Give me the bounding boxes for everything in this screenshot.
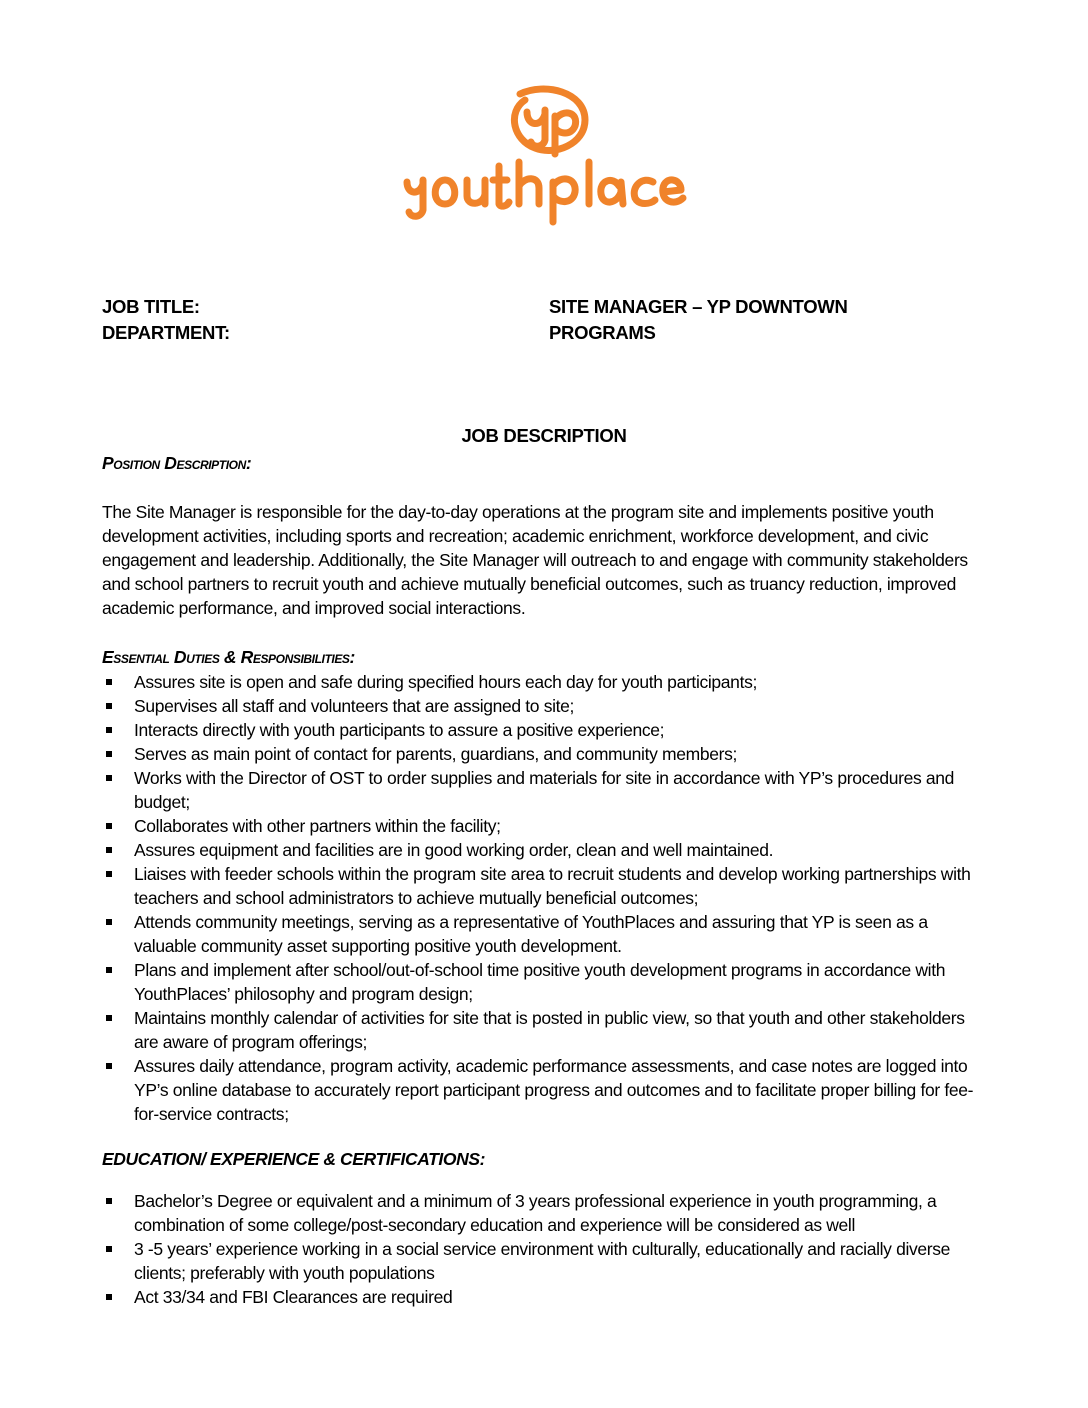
list-item (102, 694, 992, 718)
bullet-marker (106, 871, 112, 877)
position-description-text: The Site Manager is responsible for the day-to-day operations at the program site and implements positive youth development activities, including sports and recreation; academic enrichment, workforce development, and civic engagement and leadership. Additionally, the Site Manager will outreach to and engage with community stakeholders and school partners to recruit youth and achieve mutually beneficial outcomes, such as truancy reduction, improved academic performance, and improved social interactions. (102, 502, 968, 618)
bullet-marker (106, 1294, 112, 1300)
education-list (102, 1189, 992, 1309)
bullet-marker (106, 967, 112, 973)
duty-text: Assures site is open and safe during specified hours each day for youth participants; (134, 672, 757, 692)
list-item (102, 910, 992, 958)
list-item (102, 862, 992, 910)
bullet-marker (106, 823, 112, 829)
bullet-marker (106, 775, 112, 781)
duty-text: Serves as main point of contact for parents, guardians, and community members; (134, 744, 737, 764)
list-item (102, 766, 992, 814)
bullet-marker (106, 1015, 112, 1021)
list-item (102, 1237, 992, 1285)
bullet-marker (106, 703, 112, 709)
list-item (102, 814, 992, 838)
bullet-marker (106, 727, 112, 733)
duty-text: Liaises with feeder schools within the program site area to recruit students and develop working partnerships with teachers and school administrators to achieve mutually beneficial outcomes; (134, 864, 971, 908)
education-label: EDUCATION/ EXPERIENCE & CERTIFICATIONS: (102, 1149, 486, 1169)
essential-duties-label: Essential Duties & Responsibilities: (102, 647, 355, 667)
job-title-label: JOB TITLE: (102, 296, 200, 317)
bullet-marker (106, 679, 112, 685)
bullet-marker (106, 847, 112, 853)
education-text: Bachelor’s Degree or equivalent and a minimum of 3 years professional experience in youth programming, a combination of some college/post-secondary education and experience will be considered as well (134, 1191, 937, 1235)
bullet-marker (106, 1246, 112, 1252)
list-item (102, 838, 992, 862)
bullet-marker (106, 751, 112, 757)
job-title-value: SITE MANAGER – YP DOWNTOWN (549, 296, 848, 317)
list-item (102, 1006, 992, 1054)
duty-text: Collaborates with other partners within the facility; (134, 816, 501, 836)
education-text: 3 -5 years’ experience working in a social service environment with culturally, educationally and racially diverse clients; preferably with youth populations (134, 1239, 951, 1283)
department-value: PROGRAMS (549, 322, 656, 343)
youthplaces-logo-graphic (395, 82, 695, 232)
bullet-marker (106, 919, 112, 925)
duty-text: Interacts directly with youth participants to assure a positive experience; (134, 720, 665, 740)
list-item (102, 1054, 992, 1126)
duty-text: Plans and implement after school/out-of-school time positive youth development programs in accordance with YouthPlaces’ philosophy and program design; (134, 960, 946, 1004)
education-text: Act 33/34 and FBI Clearances are required (134, 1287, 453, 1307)
list-item (102, 670, 992, 694)
duty-text: Assures daily attendance, program activity, academic performance assessments, and case notes are logged into YP’s online database to accurately report participant progress and outcomes and to facilitate proper billing for fee-for-service contracts; (134, 1056, 974, 1124)
duty-text: Assures equipment and facilities are in good working order, clean and well maintained. (134, 840, 774, 860)
youthplaces-logo (395, 82, 695, 232)
bullet-marker (106, 1198, 112, 1204)
list-item (102, 718, 992, 742)
position-description-label: Position Description: (102, 453, 252, 473)
list-item (102, 1285, 992, 1309)
duty-text: Supervises all staff and volunteers that are assigned to site; (134, 696, 575, 716)
list-item (102, 958, 992, 1006)
bullet-marker (106, 1063, 112, 1069)
list-item (102, 742, 992, 766)
duties-list (102, 670, 992, 1126)
duty-text: Attends community meetings, serving as a representative of YouthPlaces and assuring that YP is seen as a valuable community asset supporting positive youth development. (134, 912, 928, 956)
department-label: DEPARTMENT: (102, 322, 230, 343)
duty-text: Maintains monthly calendar of activities for site that is posted in public view, so that youth and other stakeholders are aware of program offerings; (134, 1008, 965, 1052)
job-description-heading: JOB DESCRIPTION (461, 425, 627, 446)
list-item (102, 1189, 992, 1237)
duty-text: Works with the Director of OST to order supplies and materials for site in accordance with YP’s procedures and budget; (134, 768, 955, 812)
